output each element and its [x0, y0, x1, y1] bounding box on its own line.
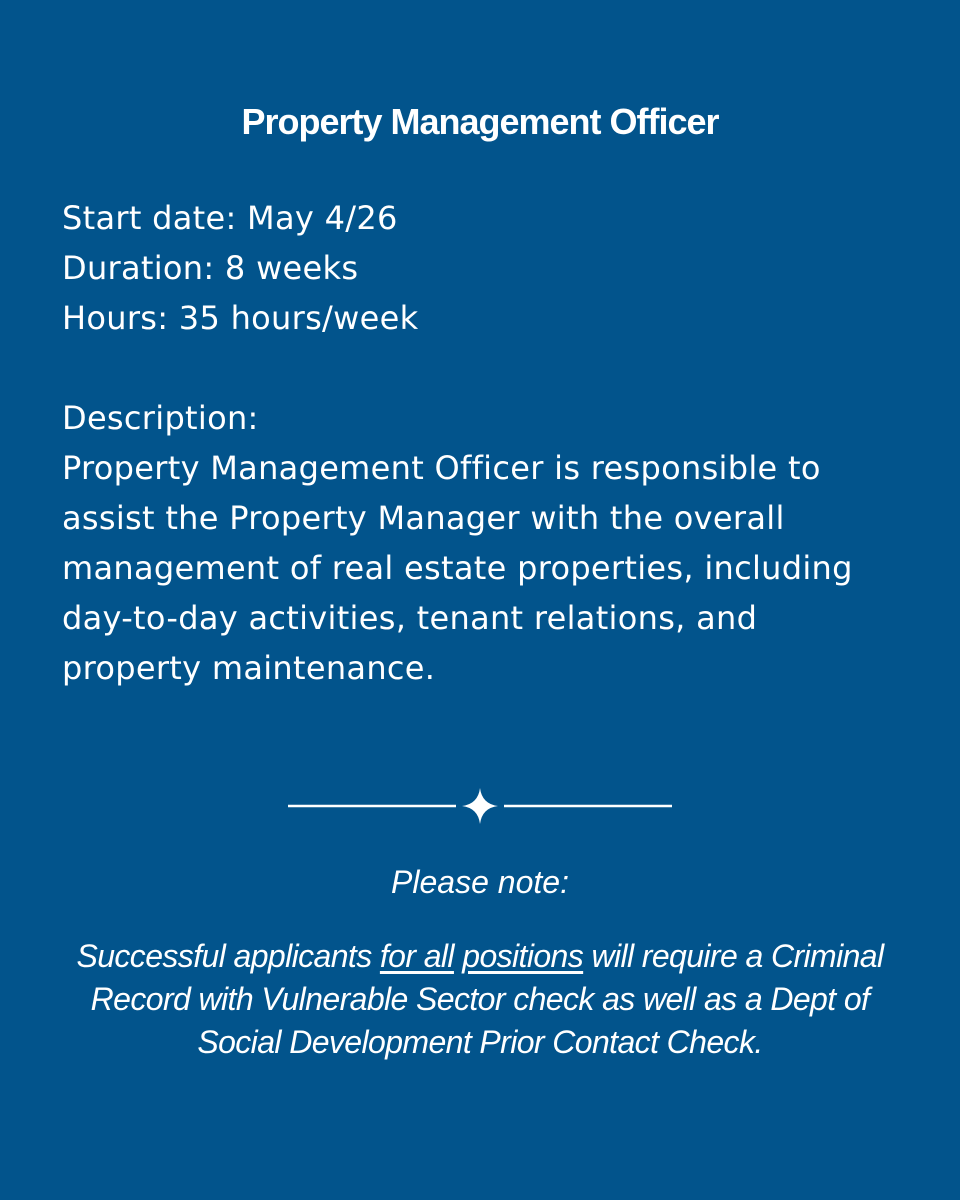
- note-body: [50, 935, 910, 1064]
- note-text: will require a Criminal Record with Vulnerable Sector check as well as a Dept of Social Development Prior Contact Check.: [90, 938, 884, 1060]
- divider: [288, 786, 672, 826]
- description-line: day-to-day activities, tenant relations, and: [62, 599, 758, 637]
- description-line: assist the Property Manager with the overall: [62, 499, 785, 537]
- note-heading: Please note:: [391, 864, 569, 900]
- spacer: [62, 343, 922, 393]
- description-label: Description:: [62, 399, 259, 437]
- hours: Hours: 35 hours/week: [62, 299, 419, 337]
- duration: Duration: 8 weeks: [62, 249, 359, 287]
- job-details: [62, 193, 922, 693]
- page-title: Property Management Officer: [241, 101, 719, 142]
- note-space: [454, 938, 462, 974]
- sparkle-icon: [462, 788, 498, 824]
- note-text: Successful applicants: [76, 938, 380, 974]
- start-date: Start date: May 4/26: [62, 199, 398, 237]
- note-emphasis: positions: [462, 938, 584, 974]
- description-line: property maintenance.: [62, 649, 436, 687]
- description-line: management of real estate properties, including: [62, 549, 853, 587]
- note-emphasis: for all: [379, 938, 454, 974]
- description-line: Property Management Officer is responsible to: [62, 449, 821, 487]
